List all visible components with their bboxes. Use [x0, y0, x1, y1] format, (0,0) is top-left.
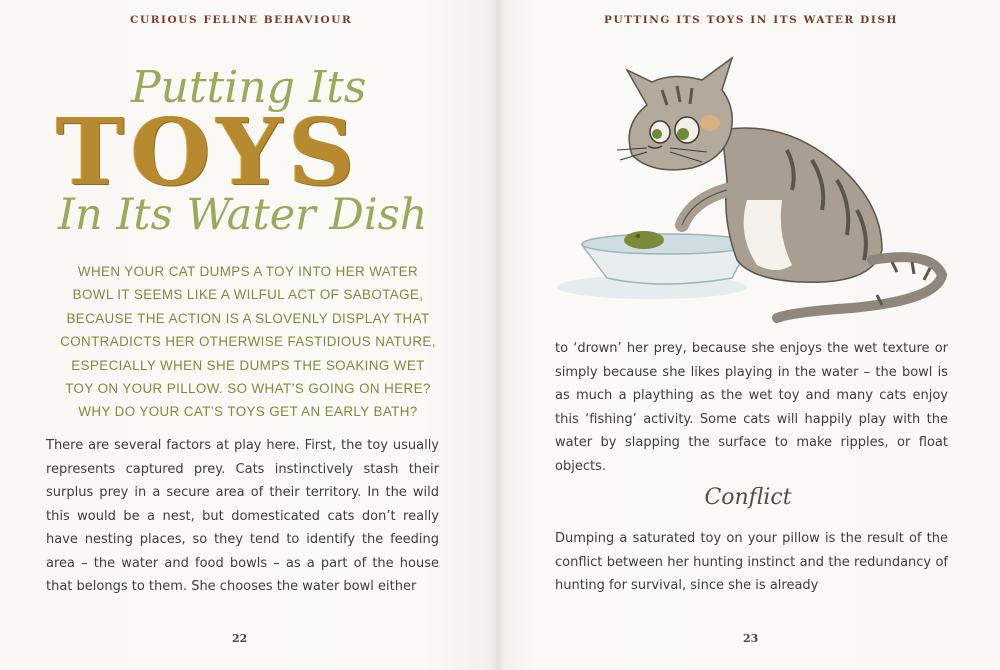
page-number-left: 22: [232, 632, 248, 645]
intro-line: TOY ON YOUR PILLOW. SO WHAT’S GOING ON HERE?: [65, 381, 431, 397]
intro-line: BOWL IT SEEMS LIKE A WILFUL ACT OF SABOTAGE,: [72, 287, 424, 303]
right-page: [496, 0, 1000, 670]
title-line-putting-its: Putting Its: [131, 62, 367, 113]
page-number-right: 23: [743, 632, 759, 645]
book-gutter: [490, 0, 504, 670]
body-paragraph-right-2: Dumping a saturated toy on your pillow is the result of the conflict between her hunting instinct and the redundancy of hunting for survival, since she is already: [555, 531, 948, 593]
subhead-conflict: Conflict: [704, 485, 792, 510]
cat-illustration: [552, 50, 952, 330]
body-paragraph-right-1: to ‘drown’ her prey, because she enjoys the wet texture or simply because she likes playing in the water – the bowl is as much a plaything as the wet toy and many cats enjoy this ‘fishing’ activity. Some cats will happily play with the water by slapping the surface to make ripples, or float objects.: [555, 341, 948, 474]
title-line-in-its-water-dish: In Its Water Dish: [58, 190, 428, 240]
left-page: [0, 0, 496, 670]
title-line-toys: TOYS: [56, 98, 361, 206]
intro-line: WHY DO YOUR CAT’S TOYS GET AN EARLY BATH?: [78, 404, 418, 420]
intro-paragraph: [46, 260, 450, 424]
intro-line: WHEN YOUR CAT DUMPS A TOY INTO HER WATER: [77, 264, 419, 279]
intro-line: CONTRADICTS HER OTHERWISE FASTIDIOUS NATURE,: [60, 334, 436, 350]
intro-line: BECAUSE THE ACTION IS A SLOVENLY DISPLAY THAT: [66, 310, 430, 326]
running-head-right: PUTTING ITS TOYS IN ITS WATER DISH: [604, 14, 899, 26]
running-head-left: CURIOUS FELINE BEHAVIOUR: [130, 14, 353, 26]
body-paragraph-left: There are several factors at play here. First, the toy usually represents captured prey. Cats instinctively stash their surplus prey in a secure area of their territory. In the wild this would be a nest, but domesticated cats don’t really have nesting places, so they tend to identify the feeding area – the water and food bowls – as a part of the house that belongs to them. She chooses the water bowl either: [46, 438, 439, 594]
intro-line: ESPECIALLY WHEN SHE DUMPS THE SOAKING WET: [71, 357, 425, 373]
